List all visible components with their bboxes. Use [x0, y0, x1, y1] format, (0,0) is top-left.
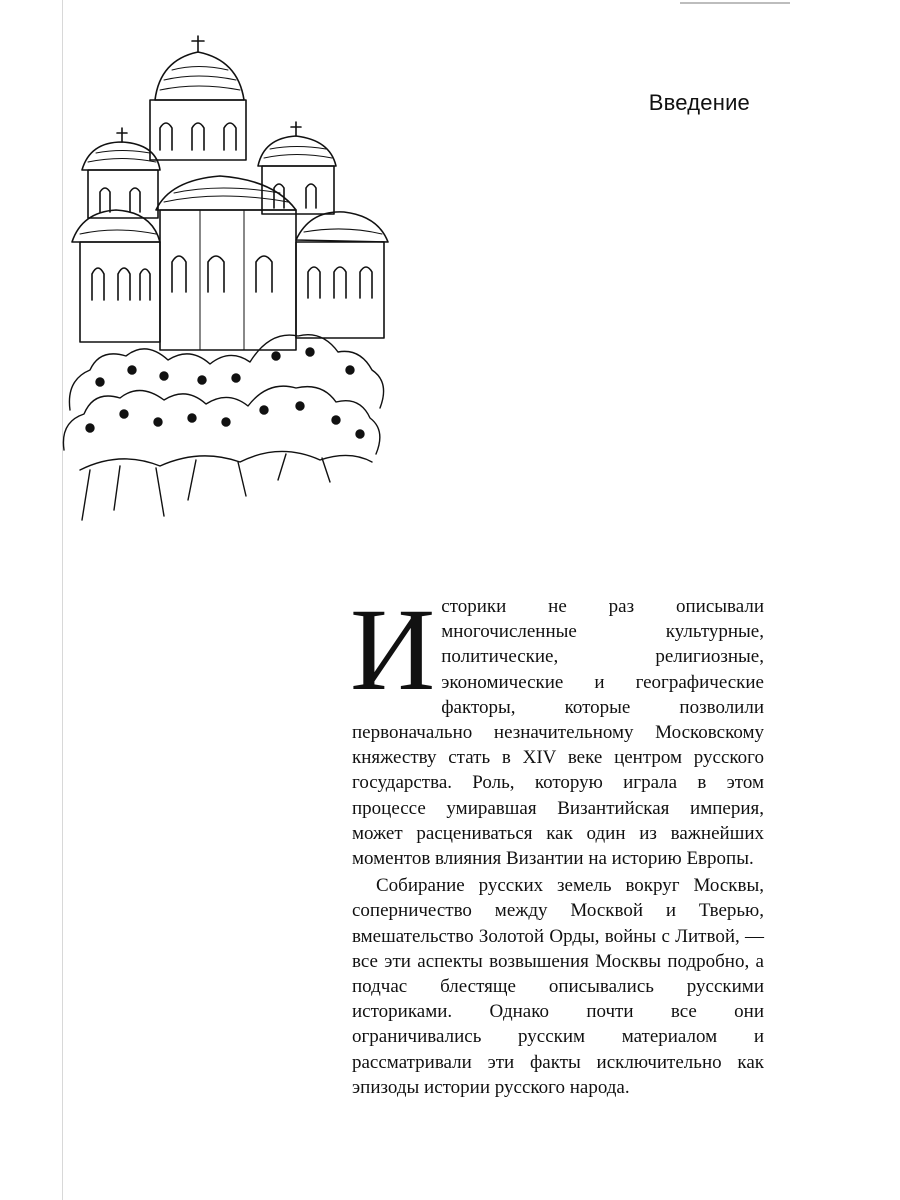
trees	[63, 335, 383, 520]
drop-cap: И	[350, 584, 436, 715]
paragraph-1-text: сторики не раз описывали многочисленные культурные, политические, религиозные, экономические и географические факторы, которые позволили первоначально незначительному Московскому княжеству стать в XIV веке центром русского государства. Роль, которую играла в этом процессе умиравшая Византийская империя, может расцениваться как один из важнейших моментов влияния Византии на историю Европы.	[352, 596, 764, 870]
top-dome	[150, 36, 246, 160]
paragraph-1	[350, 584, 764, 871]
right-roof	[296, 212, 388, 242]
main-facade	[80, 210, 384, 350]
left-roof	[72, 210, 160, 242]
body-text	[350, 584, 764, 1100]
left-dome	[82, 128, 160, 218]
church-illustration-icon	[60, 30, 400, 530]
chapter-title: Введение	[648, 90, 750, 115]
middle-roof	[156, 176, 296, 210]
top-rule	[680, 2, 790, 4]
right-dome	[258, 122, 336, 214]
paragraph-2: Собирание русских земель вокруг Москвы, соперничество между Москвой и Тверью, вмешательство Золотой Орды, войны с Литвой, — все эти аспекты возвышения Москвы подробно, а подчас блестяще описывались русскими историками. Однако почти все они ограничивались русским материалом и рассматривали эти факты исключительно как эпизоды истории русского народа.	[352, 875, 764, 1098]
